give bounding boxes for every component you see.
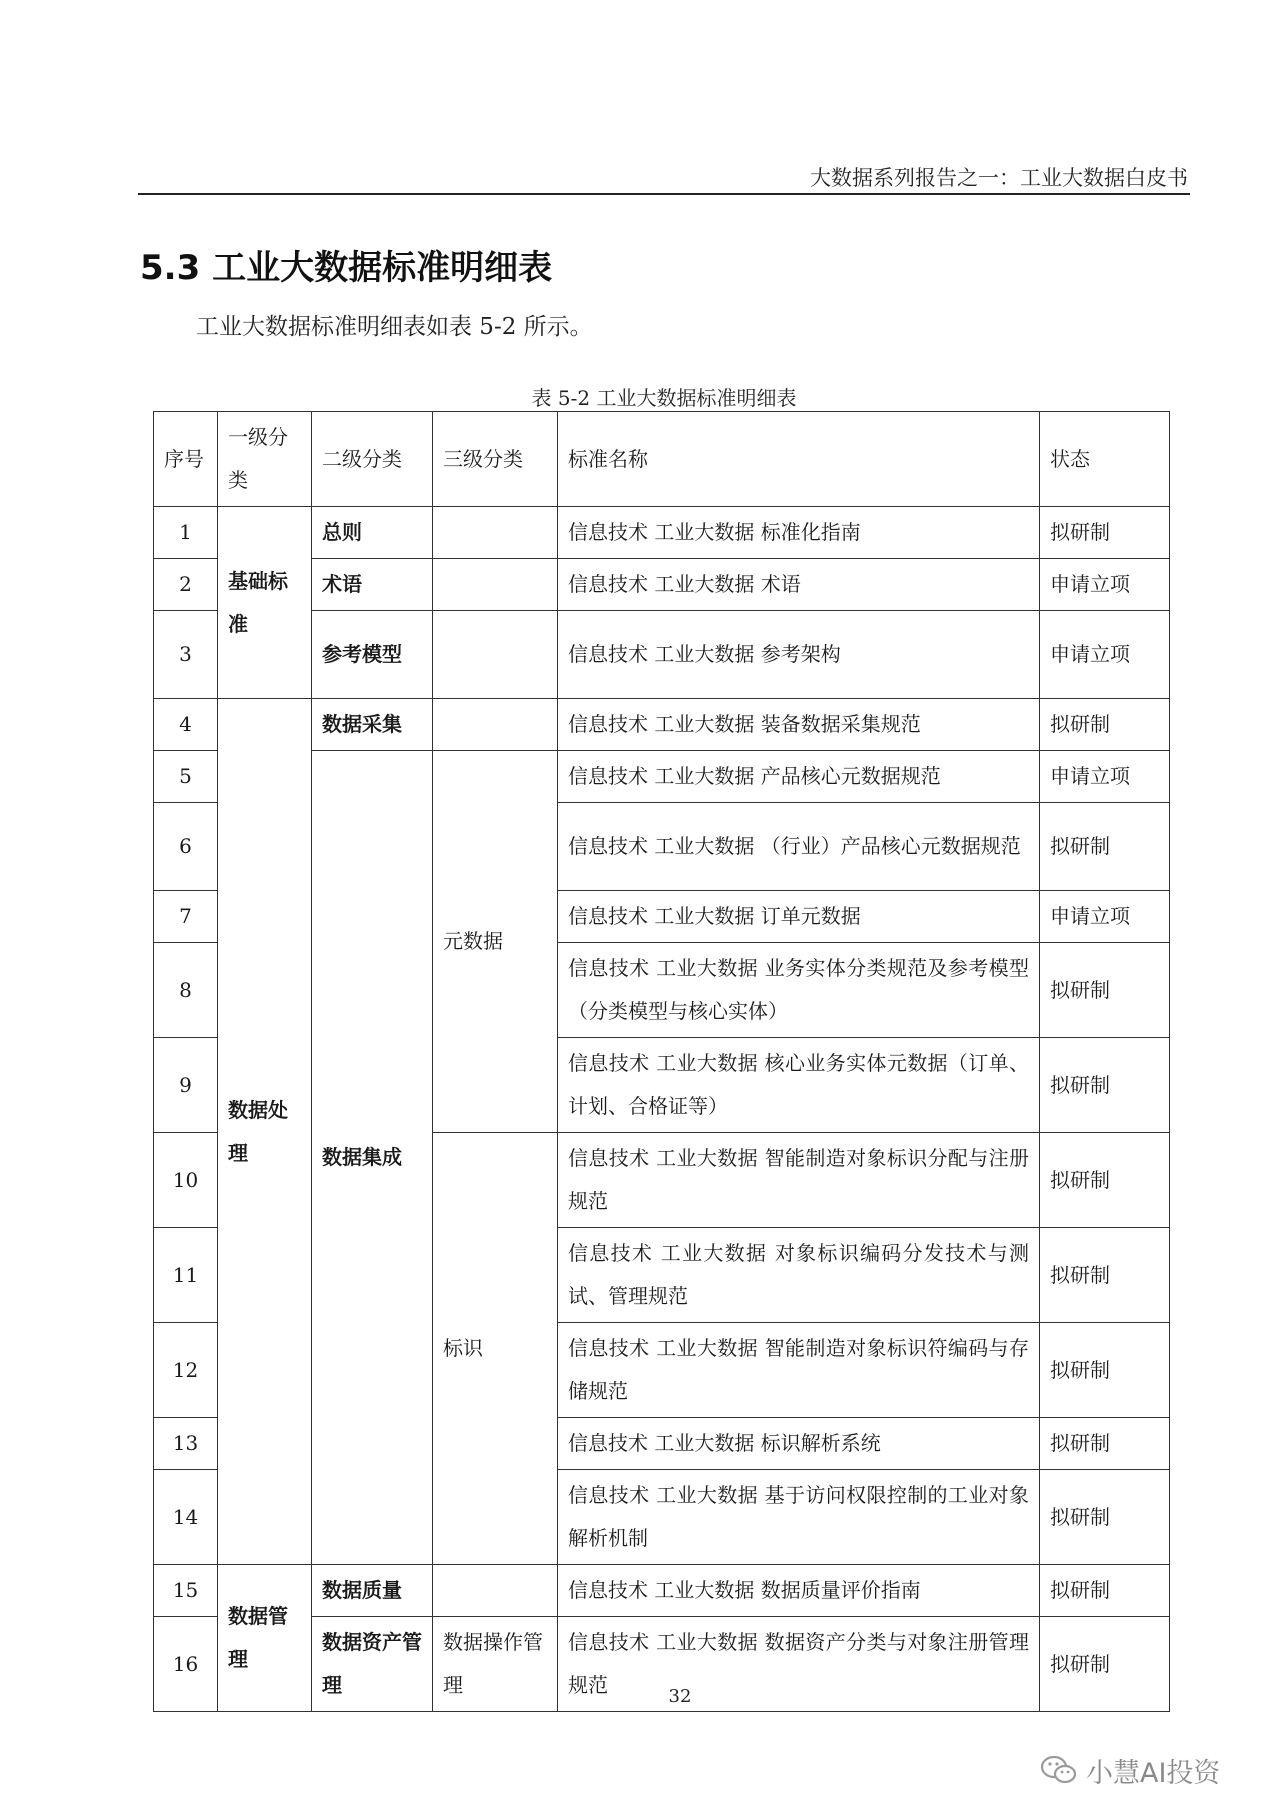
level2-collection: 数据采集 <box>312 699 433 751</box>
status-cell: 拟研制 <box>1040 1617 1170 1712</box>
level2-integration: 数据集成 <box>312 751 433 1565</box>
header-index: 序号 <box>154 412 218 507</box>
standards-table <box>153 411 1170 1712</box>
level3-metadata: 元数据 <box>433 751 558 1133</box>
level1-management: 数据管理 <box>218 1565 312 1712</box>
row-number: 8 <box>154 943 218 1038</box>
row-number: 11 <box>154 1228 218 1323</box>
status-cell: 拟研制 <box>1040 943 1170 1038</box>
level2-cell: 参考模型 <box>312 611 433 699</box>
status-cell: 拟研制 <box>1040 1565 1170 1617</box>
standard-name: 信息技术 工业大数据 订单元数据 <box>558 891 1040 943</box>
status-cell: 申请立项 <box>1040 559 1170 611</box>
standard-name: 信息技术 工业大数据 对象标识编码分发技术与测试、管理规范 <box>558 1228 1040 1323</box>
row-number: 16 <box>154 1617 218 1712</box>
standard-name: 信息技术 工业大数据 基于访问权限控制的工业对象解析机制 <box>558 1470 1040 1565</box>
row-number: 13 <box>154 1418 218 1470</box>
standard-name: 信息技术 工业大数据 业务实体分类规范及参考模型（分类模型与核心实体） <box>558 943 1040 1038</box>
table-row <box>154 507 1170 559</box>
status-cell: 拟研制 <box>1040 1323 1170 1418</box>
row-number: 15 <box>154 1565 218 1617</box>
level2-cell: 术语 <box>312 559 433 611</box>
status-cell: 申请立项 <box>1040 611 1170 699</box>
standard-name: 信息技术 工业大数据 标准化指南 <box>558 507 1040 559</box>
level3-empty <box>433 507 558 559</box>
row-number: 6 <box>154 803 218 891</box>
table-header-row <box>154 412 1170 507</box>
status-cell: 申请立项 <box>1040 751 1170 803</box>
level2-cell: 总则 <box>312 507 433 559</box>
status-cell: 拟研制 <box>1040 1133 1170 1228</box>
header-rule <box>138 193 1190 195</box>
running-header: 大数据系列报告之一：工业大数据白皮书 <box>810 166 1188 190</box>
table-caption: 表 5-2 工业大数据标准明细表 <box>531 386 797 410</box>
level1-basic: 基础标准 <box>218 507 312 699</box>
row-number: 2 <box>154 559 218 611</box>
standard-name: 信息技术 工业大数据 核心业务实体元数据（订单、计划、合格证等） <box>558 1038 1040 1133</box>
row-number: 14 <box>154 1470 218 1565</box>
header-status: 状态 <box>1040 412 1170 507</box>
status-cell: 申请立项 <box>1040 891 1170 943</box>
section-title: 5.3 工业大数据标准明细表 <box>140 248 553 288</box>
row-number: 5 <box>154 751 218 803</box>
standard-name: 信息技术 工业大数据 智能制造对象标识符编码与存储规范 <box>558 1323 1040 1418</box>
intro-paragraph: 工业大数据标准明细表如表 5-2 所示。 <box>196 314 593 340</box>
row-number: 12 <box>154 1323 218 1418</box>
standard-name: 信息技术 工业大数据 （行业）产品核心元数据规范 <box>558 803 1040 891</box>
standard-name: 信息技术 工业大数据 数据资产分类与对象注册管理规范 <box>558 1617 1040 1712</box>
wechat-icon <box>1040 1754 1078 1786</box>
status-cell: 拟研制 <box>1040 507 1170 559</box>
header-level2: 二级分类 <box>312 412 433 507</box>
level3-empty <box>433 611 558 699</box>
row-number: 1 <box>154 507 218 559</box>
row-number: 4 <box>154 699 218 751</box>
level3-empty <box>433 699 558 751</box>
standard-name: 信息技术 工业大数据 智能制造对象标识分配与注册规范 <box>558 1133 1040 1228</box>
row-number: 10 <box>154 1133 218 1228</box>
row-number: 9 <box>154 1038 218 1133</box>
status-cell: 拟研制 <box>1040 1470 1170 1565</box>
status-cell: 拟研制 <box>1040 1418 1170 1470</box>
standard-name: 信息技术 工业大数据 术语 <box>558 559 1040 611</box>
standard-name: 信息技术 工业大数据 标识解析系统 <box>558 1418 1040 1470</box>
table-row <box>154 1565 1170 1617</box>
level3-empty <box>433 559 558 611</box>
level2-asset: 数据资产管理 <box>312 1617 433 1712</box>
status-cell: 拟研制 <box>1040 699 1170 751</box>
status-cell: 拟研制 <box>1040 1038 1170 1133</box>
standard-name: 信息技术 工业大数据 装备数据采集规范 <box>558 699 1040 751</box>
watermark <box>1040 1750 1220 1790</box>
level2-quality: 数据质量 <box>312 1565 433 1617</box>
row-number: 3 <box>154 611 218 699</box>
header-level3: 三级分类 <box>433 412 558 507</box>
level1-processing: 数据处理 <box>218 699 312 1565</box>
status-cell: 拟研制 <box>1040 1228 1170 1323</box>
level3-identification: 标识 <box>433 1133 558 1565</box>
header-name: 标准名称 <box>558 412 1040 507</box>
level3-empty <box>433 1565 558 1617</box>
standard-name: 信息技术 工业大数据 产品核心元数据规范 <box>558 751 1040 803</box>
row-number: 7 <box>154 891 218 943</box>
header-level1: 一级分类 <box>218 412 312 507</box>
table-row <box>154 699 1170 751</box>
page-number: 32 <box>668 1686 692 1707</box>
standard-name: 信息技术 工业大数据 数据质量评价指南 <box>558 1565 1040 1617</box>
level3-data-ops: 数据操作管理 <box>433 1617 558 1712</box>
watermark-text: 小慧AI投资 <box>1086 1757 1221 1789</box>
status-cell: 拟研制 <box>1040 803 1170 891</box>
standard-name: 信息技术 工业大数据 参考架构 <box>558 611 1040 699</box>
